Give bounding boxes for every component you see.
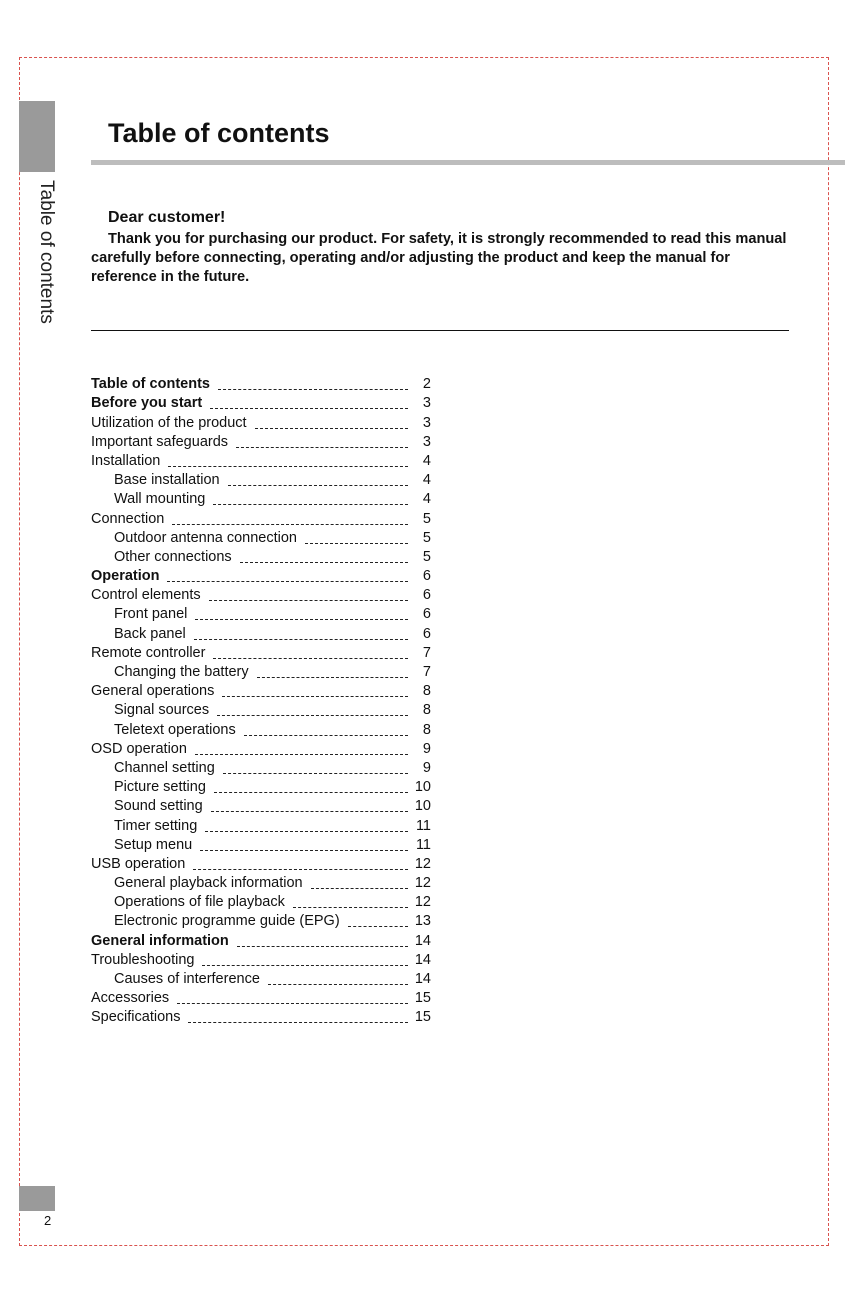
toc-entry-page: 4: [422, 472, 431, 489]
toc-entry-page: 12: [414, 875, 431, 892]
toc-entry-label: Back panel: [114, 625, 186, 642]
toc-leader-dots: [217, 715, 408, 716]
toc-entry: [91, 931, 431, 950]
toc-leader-dots: [195, 754, 408, 755]
toc-entry-page: 5: [422, 510, 431, 527]
toc-leader-dots: [193, 869, 408, 870]
toc-leader-dots: [205, 831, 408, 832]
toc-entry-page: 9: [422, 759, 431, 776]
toc-leader-dots: [167, 581, 408, 582]
toc-entry-page: 2: [422, 376, 431, 393]
toc-entry-label: Picture setting: [114, 779, 206, 796]
toc-leader-dots: [211, 811, 408, 812]
toc-entry: [91, 644, 431, 663]
toc-leader-dots: [213, 658, 408, 659]
toc-entry-label: Specifications: [91, 1009, 181, 1026]
toc-entry-page: 4: [422, 452, 431, 469]
toc-entry-label: Teletext operations: [114, 721, 236, 738]
toc-entry-label: Sound setting: [114, 798, 203, 815]
toc-entry-label: USB operation: [91, 855, 186, 872]
toc-entry-label: Operations of file playback: [114, 894, 285, 911]
toc-entry-page: 6: [422, 568, 431, 585]
toc-leader-dots: [202, 965, 408, 966]
toc-leader-dots: [172, 524, 408, 525]
toc-entry-page: 11: [415, 836, 431, 853]
toc-entry-label: Channel setting: [114, 759, 215, 776]
toc-entry: [91, 740, 431, 759]
toc-entry-label: Signal sources: [114, 702, 210, 719]
toc-entry: [91, 452, 431, 471]
toc-entry-page: 6: [422, 587, 431, 604]
toc-entry-label: Operation: [91, 568, 160, 585]
toc-entry-label: Timer setting: [114, 817, 198, 834]
toc-entry-label: Other connections: [114, 548, 232, 565]
toc-leader-dots: [348, 926, 408, 927]
toc-entry-label: Before you start: [91, 395, 203, 412]
toc-entry-page: 8: [422, 721, 431, 738]
toc-entry: [91, 375, 431, 394]
toc-entry-label: Utilization of the product: [91, 414, 247, 431]
toc-leader-dots: [213, 504, 408, 505]
toc-entry-label: General playback information: [114, 875, 303, 892]
toc-entry-label: Control elements: [91, 587, 201, 604]
toc-entry: [91, 778, 431, 797]
toc-entry: [91, 548, 431, 567]
toc-entry: [91, 682, 431, 701]
toc-leader-dots: [311, 888, 408, 889]
toc-entry: [91, 989, 431, 1008]
toc-entry: [91, 797, 431, 816]
toc-entry-label: Important safeguards: [91, 433, 229, 450]
side-tab-marker: [19, 101, 55, 172]
toc-leader-dots: [188, 1022, 408, 1023]
toc-entry-label: Base installation: [114, 472, 220, 489]
toc-entry-label: General information: [91, 932, 229, 949]
toc-entry-page: 12: [414, 894, 431, 911]
toc-entry: [91, 567, 431, 586]
toc-entry-label: Front panel: [114, 606, 188, 623]
toc-entry: [91, 893, 431, 912]
toc-entry: [91, 586, 431, 605]
toc-leader-dots: [268, 984, 408, 985]
toc-entry: [91, 490, 431, 509]
toc-leader-dots: [305, 543, 408, 544]
toc-entry: [91, 624, 431, 643]
toc-entry-label: Wall mounting: [114, 491, 206, 508]
toc-entry: [91, 951, 431, 970]
toc-entry: [91, 413, 431, 432]
page-number: 2: [44, 1213, 52, 1228]
toc-entry: [91, 912, 431, 931]
toc-leader-dots: [236, 447, 408, 448]
toc-entry-page: 11: [415, 817, 431, 834]
toc-entry: [91, 816, 431, 835]
title-underline: [91, 160, 845, 165]
toc-entry: [91, 855, 431, 874]
toc-entry-label: Connection: [91, 510, 165, 527]
toc-entry-label: Troubleshooting: [91, 951, 195, 968]
toc-leader-dots: [209, 600, 408, 601]
toc-leader-dots: [222, 696, 408, 697]
toc-entry-label: Electronic programme guide (EPG): [114, 913, 340, 930]
toc-entry: [91, 836, 431, 855]
toc-entry-page: 7: [422, 644, 431, 661]
toc-entry-page: 3: [422, 414, 431, 431]
toc-entry: [91, 874, 431, 893]
toc-leader-dots: [194, 639, 408, 640]
greeting: Dear customer!: [108, 209, 226, 226]
toc-entry-page: 8: [422, 683, 431, 700]
toc-entry-page: 14: [414, 971, 431, 987]
toc-entry-page: 5: [422, 529, 431, 546]
toc-entry-label: Changing the battery: [114, 664, 249, 680]
toc-leader-dots: [240, 562, 408, 563]
toc-leader-dots: [210, 408, 408, 409]
toc-entry-page: 14: [414, 932, 431, 949]
side-section-label: Table of contents: [36, 180, 57, 324]
toc-entry: [91, 970, 431, 989]
toc-entry: [91, 1008, 431, 1027]
toc-entry-page: 3: [422, 395, 431, 412]
toc-leader-dots: [244, 735, 408, 736]
toc-entry: [91, 663, 431, 682]
toc-entry: [91, 433, 431, 452]
toc-entry: [91, 605, 431, 624]
toc-entry-page: 13: [414, 913, 431, 930]
toc-entry-label: Causes of interference: [114, 971, 260, 987]
toc-entry-label: Table of contents: [91, 376, 210, 393]
toc-leader-dots: [177, 1003, 408, 1004]
toc-list: [91, 375, 431, 1027]
toc-leader-dots: [195, 619, 408, 620]
toc-entry-page: 5: [422, 548, 431, 565]
intro-paragraph: Thank you for purchasing our product. For safety, it is strongly recommended to read this manual carefully before connecting, operating and/or adjusting the product and keep the manual for reference in the future.: [91, 231, 787, 285]
toc-leader-dots: [228, 485, 408, 486]
toc-entry-page: 15: [414, 1009, 431, 1026]
toc-entry-page: 8: [422, 702, 431, 719]
toc-entry: [91, 394, 431, 413]
toc-entry-page: 7: [422, 664, 431, 680]
toc-entry: [91, 701, 431, 720]
toc-entry-page: 14: [414, 951, 431, 968]
toc-entry: [91, 720, 431, 739]
toc-entry-page: 15: [414, 990, 431, 1007]
toc-entry-page: 10: [414, 779, 431, 796]
toc-entry-label: General operations: [91, 683, 215, 700]
toc-entry-label: Outdoor antenna connection: [114, 529, 297, 546]
toc-entry-label: Accessories: [91, 990, 170, 1007]
toc-leader-dots: [237, 946, 408, 947]
toc-leader-dots: [218, 389, 408, 390]
toc-entry-label: OSD operation: [91, 740, 187, 757]
toc-entry: [91, 529, 431, 548]
toc-entry: [91, 759, 431, 778]
footer-tab-marker: [19, 1186, 55, 1211]
toc-entry: [91, 509, 431, 528]
toc-entry-page: 3: [422, 433, 431, 450]
toc-leader-dots: [168, 466, 408, 467]
toc-leader-dots: [223, 773, 408, 774]
toc-leader-dots: [214, 792, 408, 793]
toc-entry-page: 12: [414, 855, 431, 872]
toc-entry-page: 6: [422, 606, 431, 623]
toc-leader-dots: [255, 428, 408, 429]
separator-line: [91, 330, 789, 331]
toc-leader-dots: [200, 850, 408, 851]
toc-entry-label: Setup menu: [114, 836, 193, 853]
toc-entry-label: Installation: [91, 452, 161, 469]
toc-entry-page: 6: [422, 625, 431, 642]
toc-entry-page: 9: [422, 740, 431, 757]
page-title: Table of contents: [108, 118, 330, 148]
toc-leader-dots: [257, 677, 408, 678]
toc-entry-page: 4: [422, 491, 431, 508]
toc-entry-page: 10: [414, 798, 431, 815]
toc-entry: [91, 471, 431, 490]
toc-entry-label: Remote controller: [91, 644, 206, 661]
toc-leader-dots: [293, 907, 408, 908]
